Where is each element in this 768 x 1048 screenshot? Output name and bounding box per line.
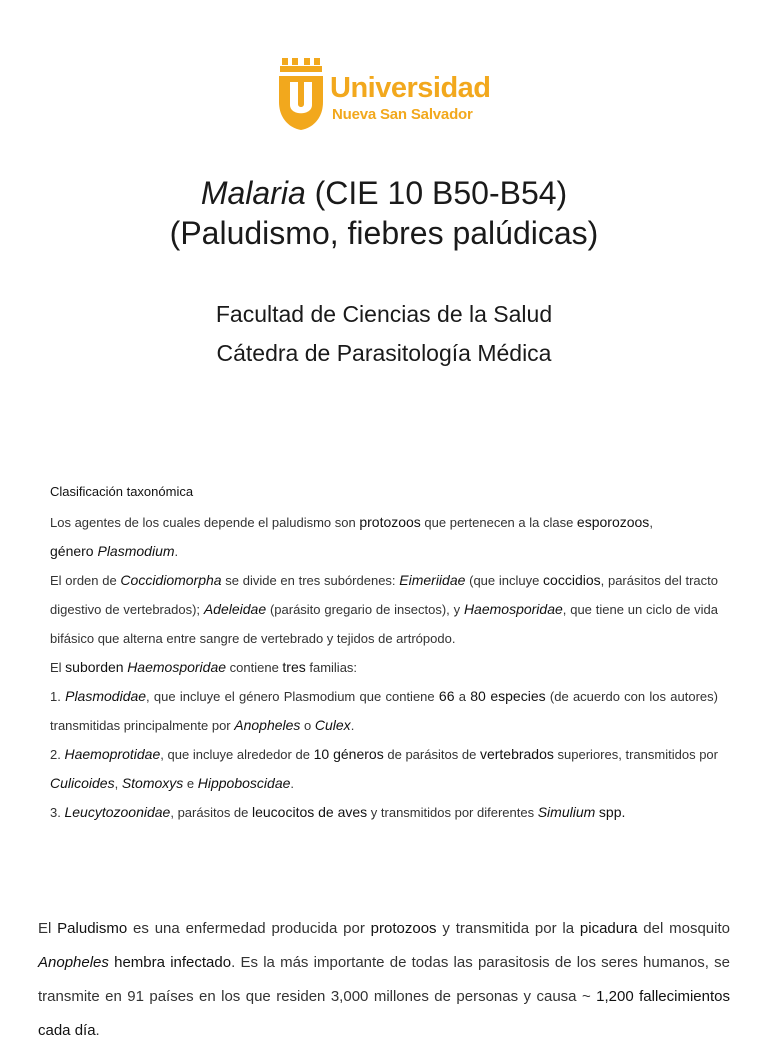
- term: protozoos: [359, 514, 421, 530]
- term: 1,200 fallecimientos cada día: [38, 988, 731, 1039]
- text: familias:: [305, 660, 358, 675]
- paragraph-1b: [50, 537, 718, 566]
- page-title-line1: [0, 172, 768, 214]
- text: El: [50, 660, 66, 675]
- university-logo: [276, 58, 496, 134]
- text: 2.: [50, 747, 65, 762]
- term: hembra infectado: [114, 954, 232, 971]
- text: .: [95, 1022, 100, 1039]
- term: Stomoxys: [121, 775, 184, 791]
- text: (parásito gregario de insectos), y: [266, 602, 464, 617]
- taxonomy-text: [50, 508, 718, 827]
- paragraph-5: [50, 740, 718, 798]
- term: spp: [598, 804, 622, 820]
- faculty-title: Facultad de Ciencias de la Salud: [215, 301, 553, 327]
- text: ,: [649, 515, 653, 530]
- text: (de acuerdo con los autores) transmitidas principalmente por: [50, 689, 718, 733]
- term: Hippoboscidae: [197, 775, 291, 791]
- term: Adeleidae: [203, 601, 267, 617]
- term: Leucytozoonidae: [64, 804, 171, 820]
- text: del mosquito: [637, 920, 730, 937]
- term: Anopheles: [234, 717, 301, 733]
- text: (que incluye: [465, 573, 544, 588]
- term: .: [621, 804, 626, 820]
- text: a: [454, 689, 471, 704]
- text: El orden de: [50, 573, 121, 588]
- term: protozoos: [370, 920, 437, 937]
- text: .: [174, 544, 179, 559]
- logo-subtitle: Nueva San Salvador: [332, 106, 473, 123]
- text: , que incluye el género Plasmodium que contiene: [146, 689, 439, 704]
- term: 66: [438, 688, 455, 704]
- shield-crown-icon: [276, 58, 326, 130]
- term: Culicoides: [50, 775, 115, 791]
- section-heading: Clasificación taxonómica: [50, 484, 194, 499]
- title-code: (CIE 10 B50-B54): [305, 175, 568, 211]
- text: , parásitos del tracto digestivo de vertebrados);: [50, 573, 719, 617]
- text: y transmitidos por diferentes: [367, 805, 538, 820]
- term: vertebrados: [479, 746, 554, 762]
- paragraph-2: [50, 566, 718, 653]
- text: , que tiene un ciclo de vida bifásico que alterna entre sangre de vertebrado y tejidos de artrópodo.: [50, 602, 718, 646]
- text: de parásitos de: [383, 747, 480, 762]
- term: Eimeriidae: [399, 572, 466, 588]
- term: Culex: [314, 717, 351, 733]
- term: Haemosporidae: [127, 659, 227, 675]
- paragraph-1: [50, 508, 718, 537]
- text: 1.: [50, 689, 66, 704]
- term: leucocitos de aves: [252, 804, 368, 820]
- term: tres: [282, 659, 306, 675]
- page-title-line2: (Paludismo, fiebres palúdicas): [169, 215, 599, 251]
- term: género: [50, 543, 98, 559]
- term: Anopheles: [38, 954, 109, 971]
- term: Haemosporidae: [463, 601, 563, 617]
- logo-universidad: Universidad: [330, 72, 491, 104]
- text: . Es la más importante de todas las parasitosis de los seres humanos, se transmite en 91 países en los que residen 3,000 millones de personas y causa ~: [38, 954, 730, 1005]
- text: El: [38, 920, 58, 937]
- paragraph-3: [50, 653, 718, 682]
- paragraph-6: [50, 798, 718, 827]
- term: 80 especies: [470, 688, 546, 704]
- term: esporozoos: [576, 514, 650, 530]
- text: 3.: [50, 805, 65, 820]
- text: , parásitos de: [170, 805, 252, 820]
- term: Plasmodium: [97, 543, 175, 559]
- text: .: [290, 776, 295, 791]
- chair-title: Cátedra de Parasitología Médica: [216, 340, 552, 366]
- paragraph-4: [50, 682, 718, 740]
- term: Haemoprotidae: [64, 746, 161, 762]
- term: 10 géneros: [313, 746, 384, 762]
- text: y transmitida por la: [436, 920, 580, 937]
- term: Coccidiomorpha: [120, 572, 222, 588]
- text: superiores, transmitidos por: [553, 747, 718, 762]
- text: , que incluye alrededor de: [160, 747, 314, 762]
- text: Los agentes de los cuales depende el paludismo son: [50, 515, 360, 530]
- text: .: [350, 718, 355, 733]
- text: ,: [114, 776, 122, 791]
- text: se divide en tres subórdenes:: [221, 573, 400, 588]
- term: Plasmodidae: [65, 688, 147, 704]
- text: e: [183, 776, 198, 791]
- term: picadura: [579, 920, 638, 937]
- malaria-description: [38, 912, 730, 1048]
- term: Simulium: [537, 804, 596, 820]
- text: contiene: [226, 660, 283, 675]
- term: coccidios: [543, 572, 601, 588]
- text: es una enfermedad producida por: [127, 920, 371, 937]
- title-malaria: Malaria: [200, 175, 306, 211]
- text: que pertenecen a la clase: [420, 515, 577, 530]
- term: Paludismo: [57, 920, 128, 937]
- text: o: [300, 718, 315, 733]
- term: suborden: [65, 659, 124, 675]
